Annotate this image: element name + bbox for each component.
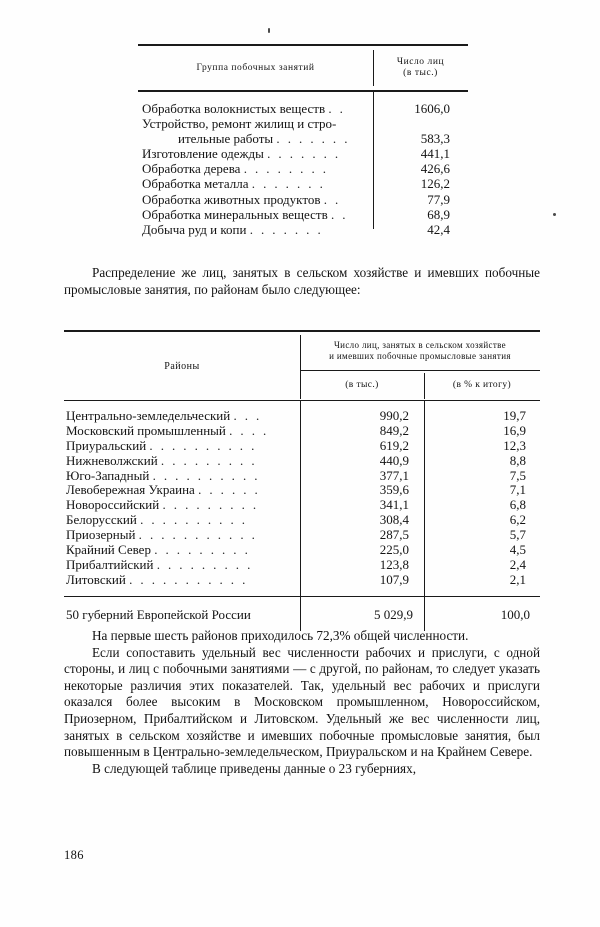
row-value-percent: 19,7 [503, 408, 526, 423]
row-label [66, 453, 296, 469]
header-cell-percent [424, 370, 540, 400]
row-label [66, 557, 296, 573]
header-cell-count [373, 46, 468, 90]
paragraph-intro-text: Распределение же лиц, занятых в сельском хозяйстве и имевших побочные промысловые занятия, по районам было следующее: [64, 265, 540, 297]
leader-dots: . . . [233, 408, 262, 423]
paragraph-first-six: На первые шесть районов приходилось 72,3% общей численности. [92, 628, 469, 643]
header-label-count-line2: (в тыс.) [403, 68, 438, 78]
row-value-percent: 7,5 [509, 467, 526, 483]
row-value-percent: 2,4 [509, 556, 526, 572]
row-value-thousands: 359,6 [379, 482, 409, 498]
row-value-thousands: 440,9 [379, 452, 409, 468]
total-label: 50 губерний Европейской России [66, 607, 251, 622]
table-districts-body [64, 401, 540, 596]
header-label-span-line1: Число лиц, занятых в сельском хозяйстве [333, 340, 507, 351]
row-value-thousands: 287,5 [379, 527, 409, 543]
leader-dots: . . . . . . . . . [160, 452, 257, 468]
table-row [64, 542, 540, 557]
leader-dots: . . . . . . . . [243, 161, 329, 177]
leader-dots: . . . . . . . . . [162, 497, 259, 513]
leader-dots: . . . . . . . [251, 176, 326, 192]
row-value-thousands: 123,8 [379, 556, 409, 572]
row-label [66, 497, 296, 513]
row-label-text: Прибалтийский [66, 556, 154, 572]
row-value: 68,9 [427, 206, 450, 222]
table-row [64, 557, 540, 572]
row-value-percent: 4,5 [509, 542, 526, 558]
table-row [64, 482, 540, 497]
row-label [66, 482, 296, 498]
header-cell-group [138, 46, 373, 90]
table-total-row [64, 597, 540, 631]
header-cell-thousands [300, 370, 424, 400]
leader-dots: . . . . . . . [276, 131, 350, 147]
row-value-thousands: 377,1 [379, 467, 409, 483]
row-label-text: Приозерный [66, 527, 136, 543]
row-value-percent: 7,1 [509, 482, 526, 498]
table-districts [64, 330, 540, 631]
row-label [142, 131, 370, 147]
row-label-text: Обработка животных продуктов [142, 191, 321, 207]
leader-dots: . . [330, 206, 348, 222]
row-label-text: Обработка волокнистых веществ [142, 101, 326, 116]
leader-dots: . . . . [229, 422, 269, 438]
row-value-percent: 2,1 [509, 571, 526, 587]
table-row [64, 512, 540, 527]
row-label [66, 423, 296, 439]
row-value-thousands: 341,1 [379, 497, 409, 513]
table-occupations-body [138, 92, 468, 237]
leader-dots: . . [328, 101, 346, 116]
page-number: 186 [64, 848, 84, 862]
row-value: 1606,0 [414, 101, 450, 116]
table-row [138, 101, 468, 116]
paragraph-intro [64, 265, 540, 298]
row-label-text: Приуральский [66, 437, 147, 453]
row-value: 77,9 [427, 191, 450, 207]
table-row [64, 497, 540, 512]
row-value-thousands: 308,4 [379, 512, 409, 528]
row-label [142, 192, 370, 208]
row-label-text: Нижневолжский [66, 452, 158, 468]
row-value: 126,2 [420, 176, 450, 192]
row-label [142, 146, 370, 162]
row-value: 426,6 [420, 161, 450, 177]
header-label-count-line1: Число лиц [396, 57, 445, 68]
total-value-thousands: 5 029,9 [374, 607, 413, 622]
row-label-text: Литовский [66, 571, 126, 587]
row-value-percent: 8,8 [509, 452, 526, 468]
paragraph-comparison: Если сопоставить удельный вес численности рабочих и прислуги, с одной стороны, и лиц с побочными занятиями — с другой, по районам, то следует указать некоторые различия этих показателей. Так, удельный вес рабочих и прислуги оказался более высоким в Московском промышленном, Новороссийском, Приозерном, Прибалтийском и Литовском. Удельный же вес численности лиц, занятых в сельском хозяйстве и имевших побочные промысловые занятия, был повышенным в Центрально-земледельческом, Приуральском и на Крайнем Севере. [64, 644, 540, 760]
row-value-percent: 5,7 [509, 527, 526, 543]
row-value: 583,3 [420, 131, 450, 147]
leader-dots: . . . . . . . . . . . [129, 571, 248, 587]
row-label [66, 408, 296, 424]
table-row [138, 161, 468, 176]
leader-dots: . . . . . . . . . . [152, 467, 260, 483]
leader-dots: . . . . . . . [249, 221, 324, 237]
table-row [64, 423, 540, 438]
row-label-text: Центрально-земледельческий [66, 408, 231, 423]
row-label-text: Изготовление одежды [142, 146, 264, 162]
row-label [66, 572, 296, 588]
row-label-text: ительные работы [178, 131, 274, 147]
row-label-text: Юго-Западный [66, 467, 150, 483]
paragraph-block-after [64, 628, 540, 777]
leader-dots: . . . . . . . . . [156, 556, 253, 572]
column-divider [424, 597, 425, 631]
row-label [66, 542, 296, 558]
row-value-percent: 16,9 [503, 422, 526, 438]
row-value-thousands: 107,9 [379, 571, 409, 587]
row-label [142, 101, 370, 117]
row-label [66, 512, 296, 528]
row-label-text: Белорусский [66, 512, 137, 528]
row-label-text: Обработка дерева [142, 161, 241, 177]
header-label-span-line2: и имевших побочные промысловые занятия [329, 351, 511, 361]
table-row [64, 408, 540, 423]
row-value-thousands: 619,2 [379, 437, 409, 453]
scan-artifact [553, 213, 556, 216]
table-row [138, 192, 468, 207]
header-label-districts: Районы [164, 360, 200, 372]
table-row [138, 176, 468, 191]
row-label [142, 116, 370, 132]
table-row [138, 146, 468, 161]
paragraph-next-table: В следующей таблице приведены данные о 23 губерниях, [92, 760, 416, 776]
row-label-text: Добыча руд и копи [142, 221, 247, 237]
total-value-percent: 100,0 [500, 607, 530, 622]
row-label-text: Московский промышленный [66, 422, 226, 438]
table-row [138, 131, 468, 146]
table-occupations [138, 44, 468, 237]
leader-dots: . . . . . . . . . . [149, 437, 257, 453]
table-row [64, 468, 540, 483]
row-label [142, 207, 370, 223]
header-label-group: Группа побочных занятий [196, 63, 315, 73]
row-value-percent: 6,2 [509, 512, 526, 528]
row-value-thousands: 225,0 [379, 542, 409, 558]
row-label-text: Новороссийский [66, 497, 160, 513]
header-cell-span [300, 332, 540, 370]
row-label [66, 527, 296, 543]
row-value-thousands: 849,2 [379, 422, 409, 438]
row-label [66, 468, 296, 484]
leader-dots: . . . . . . . . . . [140, 512, 248, 528]
row-label [142, 161, 370, 177]
row-label [66, 438, 296, 454]
row-value-percent: 12,3 [503, 437, 526, 453]
header-label-thousands: (в тыс.) [345, 380, 379, 390]
scan-artifact [268, 28, 270, 33]
row-label-text: Крайний Север [66, 542, 151, 558]
header-cell-districts [64, 332, 300, 400]
row-label-text: Левобережная Украина [66, 482, 195, 498]
leader-dots: . . . . . . . . . [154, 542, 251, 558]
row-label [142, 222, 370, 238]
table-row [64, 438, 540, 453]
row-value-thousands: 990,2 [379, 408, 409, 423]
header-label-percent: (в % к итогу) [452, 380, 512, 390]
table-row [138, 116, 468, 131]
leader-dots: . . . . . . . [267, 146, 341, 162]
leader-dots: . . . . . . . . . . . [138, 527, 258, 543]
table-districts-header [64, 332, 540, 400]
table-row [64, 572, 540, 587]
table-row [138, 207, 468, 222]
leader-dots: . . . . . . [198, 482, 261, 498]
leader-dots: . . [323, 191, 341, 207]
row-label-text: Обработка металла [142, 176, 249, 192]
row-label-text: Устройство, ремонт жилищ и стро- [142, 116, 337, 132]
row-label-text: Обработка минеральных веществ [142, 206, 328, 222]
table-row [64, 527, 540, 542]
row-label [142, 176, 370, 192]
row-value: 441,1 [420, 146, 450, 162]
row-value-percent: 6,8 [509, 497, 526, 513]
table-occupations-header [138, 46, 468, 90]
table-row [138, 222, 468, 237]
row-value: 42,4 [427, 221, 450, 237]
table-row [64, 453, 540, 468]
